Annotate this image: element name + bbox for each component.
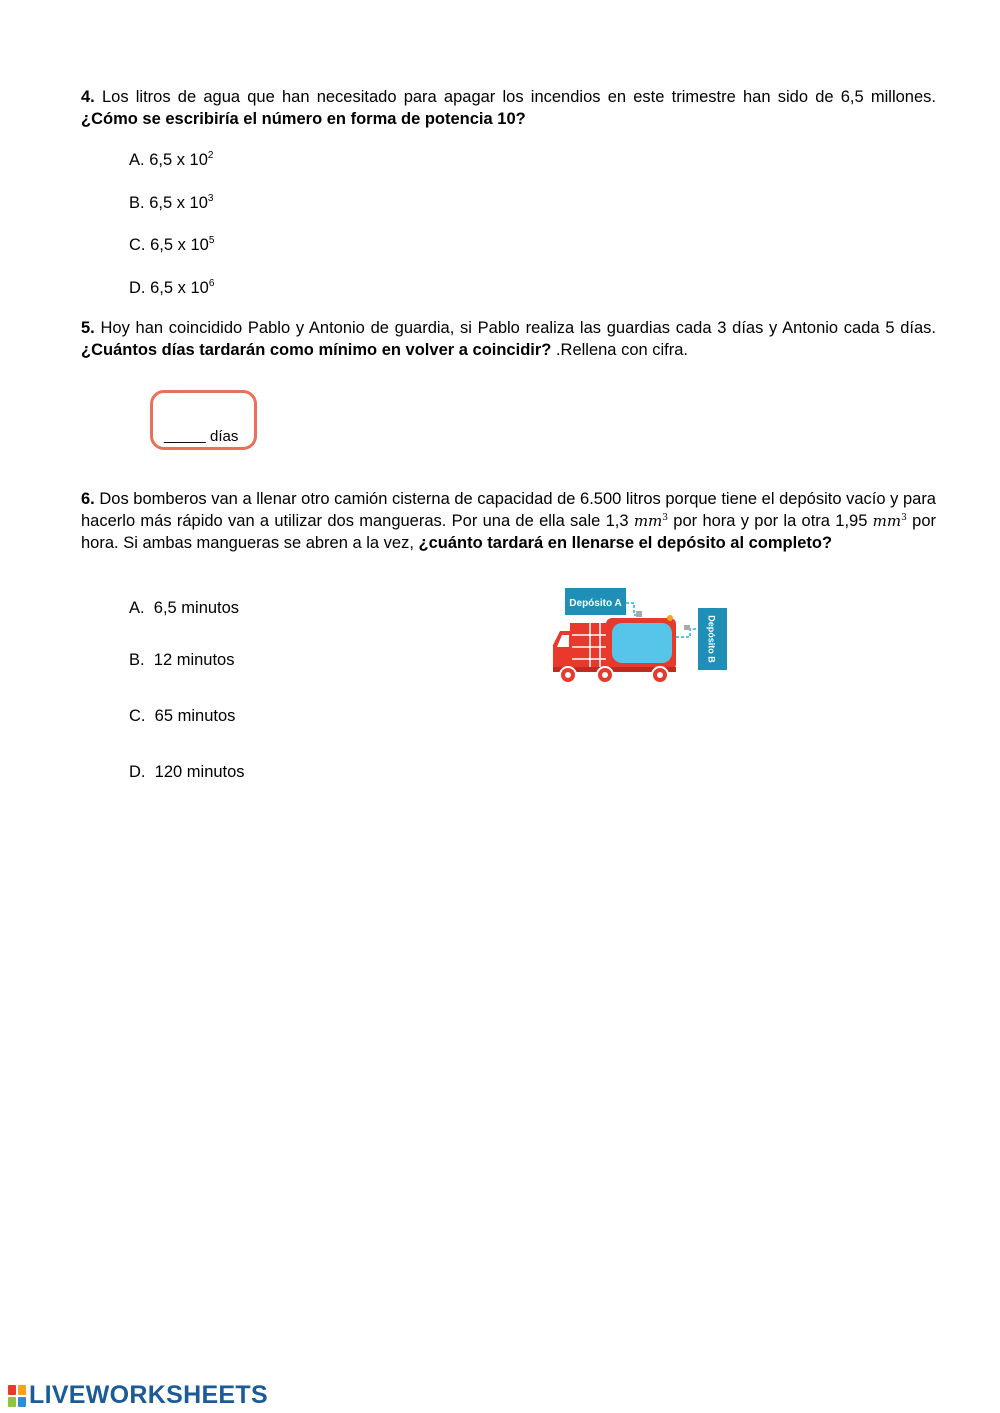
- option-letter: A.: [129, 599, 145, 617]
- truck-tank: [612, 623, 672, 663]
- logo-mark-i: [18, 1385, 26, 1395]
- logo-mark-icon: [8, 1385, 26, 1407]
- deposit-b-label: Depósito B: [706, 615, 717, 663]
- option-letter: B.: [129, 651, 145, 669]
- option-letter: B.: [129, 194, 145, 212]
- option-base: 6,5 x 10: [149, 151, 208, 169]
- logo-text: LIVEWORKSHEETS: [29, 1381, 268, 1409]
- days-answer-field[interactable]: [150, 390, 257, 450]
- question-4-option-b[interactable]: [129, 193, 213, 213]
- answer-unit: días: [210, 428, 239, 445]
- deposit-a-label: Depósito A: [569, 598, 622, 609]
- question-6-number: 6.: [81, 490, 95, 508]
- question-5-prompt: ¿Cuántos días tardarán como mínimo en volver a coincidir?: [81, 341, 552, 359]
- logo-mark-l: [8, 1385, 16, 1395]
- option-letter: A.: [129, 151, 145, 169]
- question-6-prompt: ¿cuánto tardará en llenarse el depósito al completo?: [418, 534, 833, 552]
- question-6-text: [81, 488, 936, 554]
- option-text: 120 minutos: [154, 763, 245, 781]
- question-6-option-a[interactable]: [129, 598, 239, 618]
- question-4-number: 4.: [81, 88, 95, 106]
- option-base: 6,5 x 10: [149, 194, 208, 212]
- question-4-option-c[interactable]: [129, 235, 214, 255]
- option-letter: D.: [129, 763, 146, 781]
- question-4-prompt: ¿Cómo se escribiría el número en forma de potencia 10?: [81, 110, 526, 128]
- question-6-statement-3: por hora. Si ambas mangueras se abren a la vez,: [81, 512, 936, 552]
- question-4-option-a[interactable]: [129, 150, 213, 170]
- unit-exponent: 3: [662, 513, 669, 523]
- question-4-text: [81, 86, 936, 130]
- option-text: 65 minutos: [154, 707, 236, 725]
- question-4-statement: Los litros de agua que han necesitado para apagar los incendios en este trimestre han sido de 6,5 millones.: [94, 88, 936, 106]
- logo-mark-v: [8, 1397, 16, 1407]
- liveworksheets-logo[interactable]: [8, 1381, 268, 1410]
- question-6-statement-1: Dos bomberos van a llenar otro camión cisterna de capacidad de 6.500 litros porque tiene el depósito vacío y para hacerlo más rápido van a utilizar dos mangueras. Por una de ella sale 1,3: [81, 490, 936, 530]
- fire-truck-illustration: [550, 585, 730, 685]
- unit-mm3-2: [873, 512, 907, 530]
- valve-b: [684, 625, 690, 630]
- answer-blank: _____: [164, 427, 206, 444]
- option-exponent: 6: [208, 278, 215, 289]
- option-text: 12 minutos: [153, 651, 235, 669]
- option-base: 6,5 x 10: [150, 236, 209, 254]
- option-exponent: 5: [208, 235, 215, 246]
- option-exponent: 3: [207, 193, 214, 204]
- unit-exponent: 3: [901, 513, 907, 523]
- tank-valve: [667, 615, 673, 621]
- unit-base: mm: [633, 512, 663, 530]
- logo-mark-e: [18, 1397, 26, 1407]
- option-letter: C.: [129, 707, 146, 725]
- question-6-option-c[interactable]: [129, 706, 235, 726]
- option-text: 6,5 minutos: [153, 599, 240, 617]
- question-4-option-d[interactable]: [129, 278, 214, 298]
- option-letter: D.: [129, 279, 146, 297]
- question-6-option-d[interactable]: [129, 762, 245, 782]
- question-5-text: [81, 317, 936, 361]
- option-exponent: 2: [207, 150, 214, 161]
- question-5-statement: Hoy han coincidido Pablo y Antonio de guardia, si Pablo realiza las guardias cada 3 días y Antonio cada 5 días.: [94, 319, 936, 337]
- unit-base: mm: [872, 512, 902, 530]
- option-base: 6,5 x 10: [150, 279, 209, 297]
- question-5-number: 5.: [81, 319, 95, 337]
- question-5-instruction: .Rellena con cifra.: [551, 341, 689, 359]
- option-letter: C.: [129, 236, 146, 254]
- question-6-option-b[interactable]: [129, 650, 234, 670]
- unit-mm3-1: [634, 512, 668, 530]
- valve-a: [636, 611, 642, 617]
- question-6-statement-2: por hora y por la otra 1,95: [668, 512, 873, 530]
- hose-b: [676, 629, 698, 637]
